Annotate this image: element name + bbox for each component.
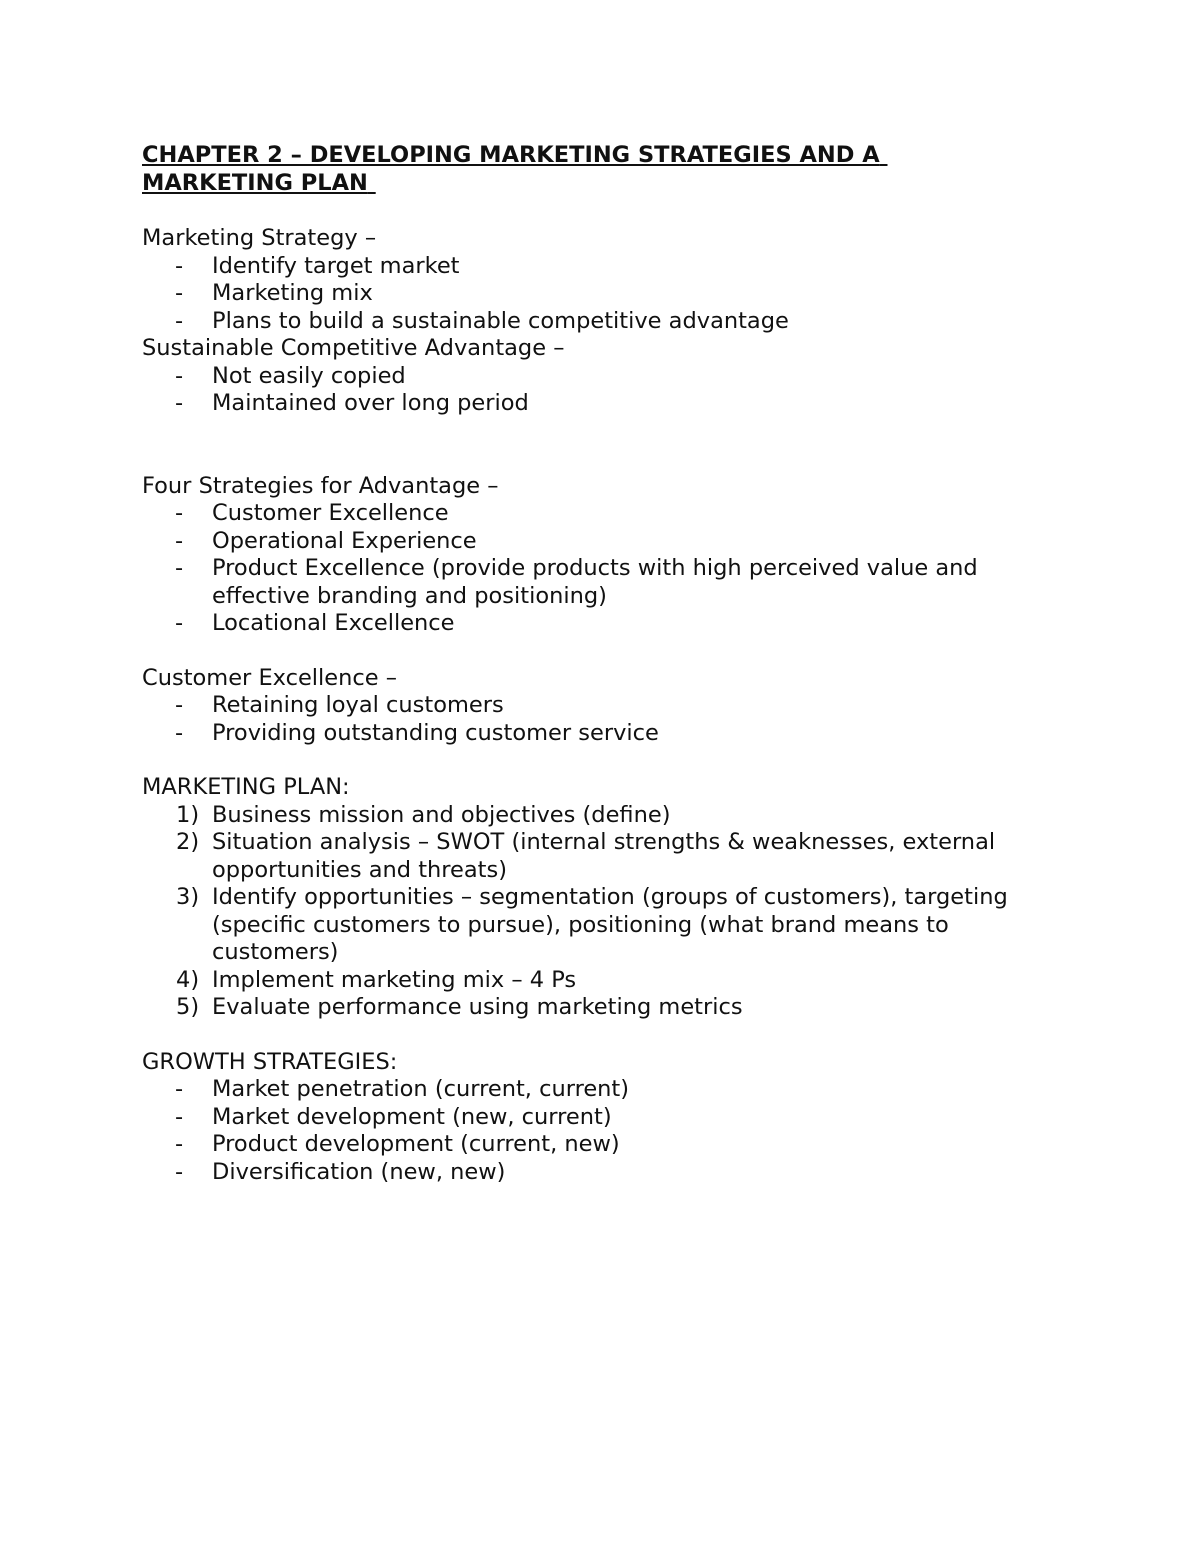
bullet-dash: -	[175, 555, 184, 581]
list-item	[142, 390, 1072, 418]
list-item	[142, 967, 1072, 995]
list-item-text: Operational Experience	[212, 527, 477, 554]
sustainable-advantage-list	[142, 363, 1072, 418]
list-item	[142, 280, 1072, 308]
bullet-dash: -	[175, 692, 184, 718]
bullet-dash: -	[175, 390, 184, 416]
list-item-text: Business mission and objectives (define)	[212, 801, 671, 828]
bullet-dash: -	[175, 252, 184, 279]
spacer	[142, 638, 1072, 665]
list-item	[142, 1076, 1072, 1104]
growth-strategies-heading: GROWTH STRATEGIES:	[142, 1048, 398, 1075]
list-item-text: Providing outstanding customer service	[212, 719, 659, 746]
bullet-dash: -	[175, 1158, 184, 1185]
list-item-text: Maintained over long period	[212, 390, 529, 416]
bullet-dash: -	[175, 610, 184, 636]
four-strategies-heading: Four Strategies for Advantage –	[142, 472, 499, 499]
list-item-text: Product development (current, new)	[212, 1131, 620, 1157]
list-item-text: Implement marketing mix – 4 Ps	[212, 966, 577, 993]
list-item	[142, 720, 1072, 748]
spacer	[142, 1022, 1072, 1049]
chapter-title-line-2: MARKETING PLAN	[142, 169, 368, 196]
list-item	[142, 528, 1072, 556]
chapter-title	[142, 142, 1072, 197]
list-number: 5)	[176, 994, 200, 1020]
marketing-plan-heading: MARKETING PLAN:	[142, 774, 350, 800]
bullet-dash: -	[175, 280, 184, 306]
bullet-dash: -	[175, 1076, 184, 1102]
list-item	[142, 610, 1072, 638]
marketing-strategy-list	[142, 253, 1072, 336]
document-body	[142, 142, 1072, 1186]
list-item	[142, 308, 1072, 336]
list-item-text: Market penetration (current, current)	[212, 1076, 630, 1102]
bullet-dash: -	[175, 1103, 184, 1130]
bullet-dash: -	[175, 527, 184, 554]
spacer	[142, 747, 1072, 774]
list-item-text: Customer Excellence	[212, 500, 449, 526]
customer-excellence-list	[142, 692, 1072, 747]
list-item-text: Identify target market	[212, 252, 460, 279]
marketing-plan-list	[142, 802, 1072, 1022]
list-number: 4)	[176, 966, 200, 993]
list-item-text: Situation analysis – SWOT (internal strengths & weaknesses, external opportunities and threats)	[212, 829, 996, 883]
list-item	[142, 829, 1072, 884]
bullet-dash: -	[175, 362, 184, 389]
list-item-text: Plans to build a sustainable competitive advantage	[212, 307, 789, 334]
list-item-text: Evaluate performance using marketing metrics	[212, 994, 743, 1020]
sustainable-advantage-heading: Sustainable Competitive Advantage –	[142, 335, 565, 361]
list-item-text: Market development (new, current)	[212, 1103, 612, 1130]
bullet-dash: -	[175, 500, 184, 526]
list-item-text: Product Excellence (provide products with high perceived value and effective branding and positioning)	[212, 555, 978, 609]
spacer	[142, 197, 1072, 225]
list-item-text: Identify opportunities – segmentation (groups of customers), targeting (specific customers to pursue), positioning (what brand means to customers)	[212, 884, 1008, 965]
list-item	[142, 363, 1072, 391]
growth-strategies-list	[142, 1076, 1072, 1186]
list-item	[142, 1159, 1072, 1187]
bullet-dash: -	[175, 307, 184, 334]
list-item-text: Not easily copied	[212, 362, 406, 389]
list-item-text: Locational Excellence	[212, 610, 455, 636]
list-item	[142, 884, 1072, 967]
list-item	[142, 692, 1072, 720]
list-item	[142, 994, 1072, 1022]
list-item	[142, 1131, 1072, 1159]
list-item	[142, 500, 1072, 528]
bullet-dash: -	[175, 719, 184, 746]
spacer	[142, 418, 1072, 473]
four-strategies-list	[142, 500, 1072, 638]
bullet-dash: -	[175, 1131, 184, 1157]
list-item-text: Marketing mix	[212, 280, 373, 306]
customer-excellence-heading: Customer Excellence –	[142, 664, 398, 691]
list-number: 1)	[176, 801, 200, 828]
list-item	[142, 555, 1072, 610]
list-item	[142, 802, 1072, 830]
chapter-title-line-1: CHAPTER 2 – DEVELOPING MARKETING STRATEGIES AND A	[142, 142, 880, 168]
list-number: 2)	[176, 829, 200, 855]
list-number: 3)	[176, 884, 200, 910]
list-item-text: Retaining loyal customers	[212, 692, 504, 718]
list-item	[142, 1104, 1072, 1132]
marketing-strategy-heading: Marketing Strategy –	[142, 225, 377, 251]
list-item	[142, 253, 1072, 281]
list-item-text: Diversification (new, new)	[212, 1158, 506, 1185]
